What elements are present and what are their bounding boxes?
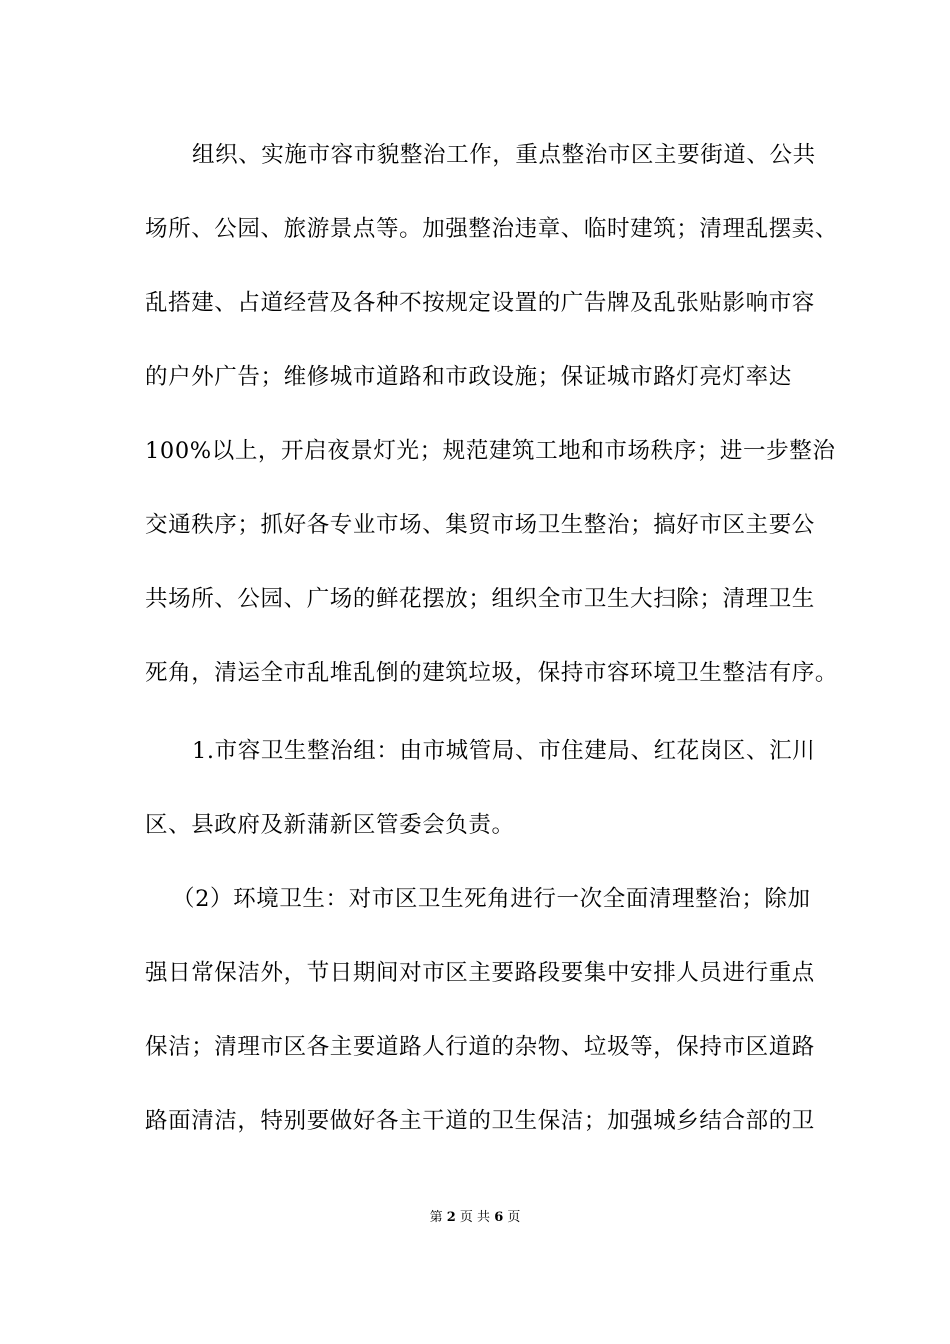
text-line: 强日常保洁外，节日期间对市区主要路段要集中安排人员进行重点: [145, 960, 815, 986]
text-line: 组织、实施市容市貌整治工作，重点整治市区主要街道、公共: [192, 142, 816, 168]
total-pages-number: 6: [494, 1210, 504, 1225]
footer-prefix: 第: [429, 1210, 443, 1225]
text-line: （2）环境卫生：对市区卫生死角进行一次全面清理整治；除加: [172, 886, 811, 912]
text-line: 保洁；清理市区各主要道路人行道的杂物、垃圾等，保持市区道路: [145, 1034, 815, 1060]
text-line: 场所、公园、旅游景点等。加强整治违章、临时建筑；清理乱摆卖、: [145, 216, 839, 242]
text-line: 共场所、公园、广场的鲜花摆放；组织全市卫生大扫除；清理卫生: [145, 586, 815, 612]
text-line: 的户外广告；维修城市道路和市政设施；保证城市路灯亮灯率达: [145, 364, 792, 390]
text-line: 乱搭建、占道经营及各种不按规定设置的广告牌及乱张贴影响市容: [145, 290, 815, 316]
current-page-number: 2: [446, 1210, 456, 1225]
text-line: 100%以上，开启夜景灯光；规范建筑工地和市场秩序；进一步整治: [145, 438, 836, 464]
footer-suffix: 页: [507, 1210, 521, 1225]
text-line: 死角，清运全市乱堆乱倒的建筑垃圾，保持市容环境卫生整洁有序。: [145, 660, 839, 686]
text-line: 路面清洁，特别要做好各主干道的卫生保洁；加强城乡结合部的卫: [145, 1108, 815, 1134]
page-footer: [0, 1209, 950, 1227]
text-line: 区、县政府及新蒲新区管委会负责。: [145, 812, 515, 838]
footer-middle: 页 共: [459, 1210, 491, 1225]
text-line: 1.市容卫生整治组：由市城管局、市住建局、红花岗区、汇川: [192, 738, 816, 764]
text-line: 交通秩序；抓好各专业市场、集贸市场卫生整治；搞好市区主要公: [145, 512, 815, 538]
